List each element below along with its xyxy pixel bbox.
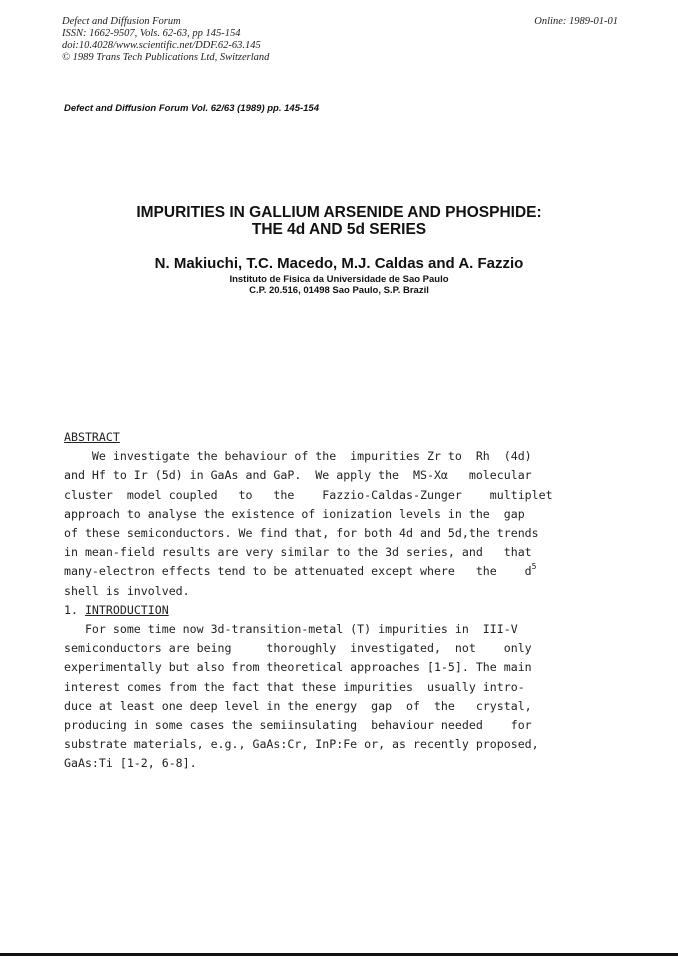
intro-line: semiconductors are being thoroughly investigated, not only (64, 641, 532, 656)
abstract-line: approach to analyse the existence of ionization levels in the gap (64, 506, 525, 521)
abstract-line (64, 562, 604, 581)
paper-title (0, 204, 678, 238)
publication-metadata (62, 16, 269, 64)
abstract-line: of these semiconductors. We find that, for both 4d and 5d,the trends (64, 526, 539, 541)
intro-line: For some time now 3d-transition-metal (T) impurities in III-V (64, 622, 518, 637)
intro-line: duce at least one deep level in the energy gap of the crystal, (64, 698, 532, 713)
section-number: 1. (64, 602, 85, 617)
intro-heading (64, 601, 604, 620)
intro-line: substrate materials, e.g., GaAs:Cr, InP:Fe or, as recently proposed, (64, 737, 539, 752)
abstract-line: We investigate the behaviour of the impurities Zr to Rh (4d) (64, 449, 532, 464)
abstract-line: and Hf to Ir (5d) in GaAs and GaP. We apply the MS-Xα molecular (64, 468, 532, 483)
author-list: N. Makiuchi, T.C. Macedo, M.J. Caldas and A. Fazzio (154, 255, 524, 272)
abstract-line: shell is involved. (64, 583, 190, 598)
copyright-line: © 1989 Trans Tech Publications Ltd, Switzerland (62, 52, 270, 63)
journal-name-line: Defect and Diffusion Forum (62, 16, 181, 27)
section-title: INTRODUCTION (84, 602, 169, 617)
abstract-line: in mean-field results are very similar to the 3d series, and that (64, 545, 532, 560)
issn-line: ISSN: 1662-9507, Vols. 62-63, pp 145-154 (62, 28, 241, 39)
abstract-heading: ABSTRACT (64, 430, 120, 444)
affiliation (0, 274, 678, 296)
affiliation-line-1: Instituto de Fisica da Universidade de Sao Paulo (229, 274, 449, 285)
journal-reference: Defect and Diffusion Forum Vol. 62/63 (1989) pp. 145-154 (64, 103, 319, 114)
intro-line: GaAs:Ti [1-2, 6-8]. (64, 756, 197, 771)
abstract-line-text: many-electron effects tend to be attenuated except where the d (64, 564, 532, 579)
title-line-2: THE 4d AND 5d SERIES (251, 221, 427, 238)
affiliation-line-2: C.P. 20.516, 01498 Sao Paulo, S.P. Brazil (249, 285, 429, 296)
d5-superscript: 5 (531, 562, 537, 572)
title-line-1: IMPURITIES IN GALLIUM ARSENIDE AND PHOSPHIDE: (136, 204, 542, 221)
page-bottom-rule (0, 953, 678, 956)
abstract-line: cluster model coupled to the Fazzio-Caldas-Zunger multiplet (64, 487, 553, 502)
intro-line: interest comes from the fact that these impurities usually intro- (64, 679, 525, 694)
online-date: Online: 1989-01-01 (534, 16, 618, 27)
doi-line[interactable]: doi:10.4028/www.scientific.net/DDF.62-63.145 (62, 40, 261, 51)
intro-line: experimentally but also from theoretical approaches [1-5]. The main (64, 660, 532, 675)
intro-line: producing in some cases the semiinsulating behaviour needed for (64, 718, 532, 733)
body-text (64, 428, 604, 774)
